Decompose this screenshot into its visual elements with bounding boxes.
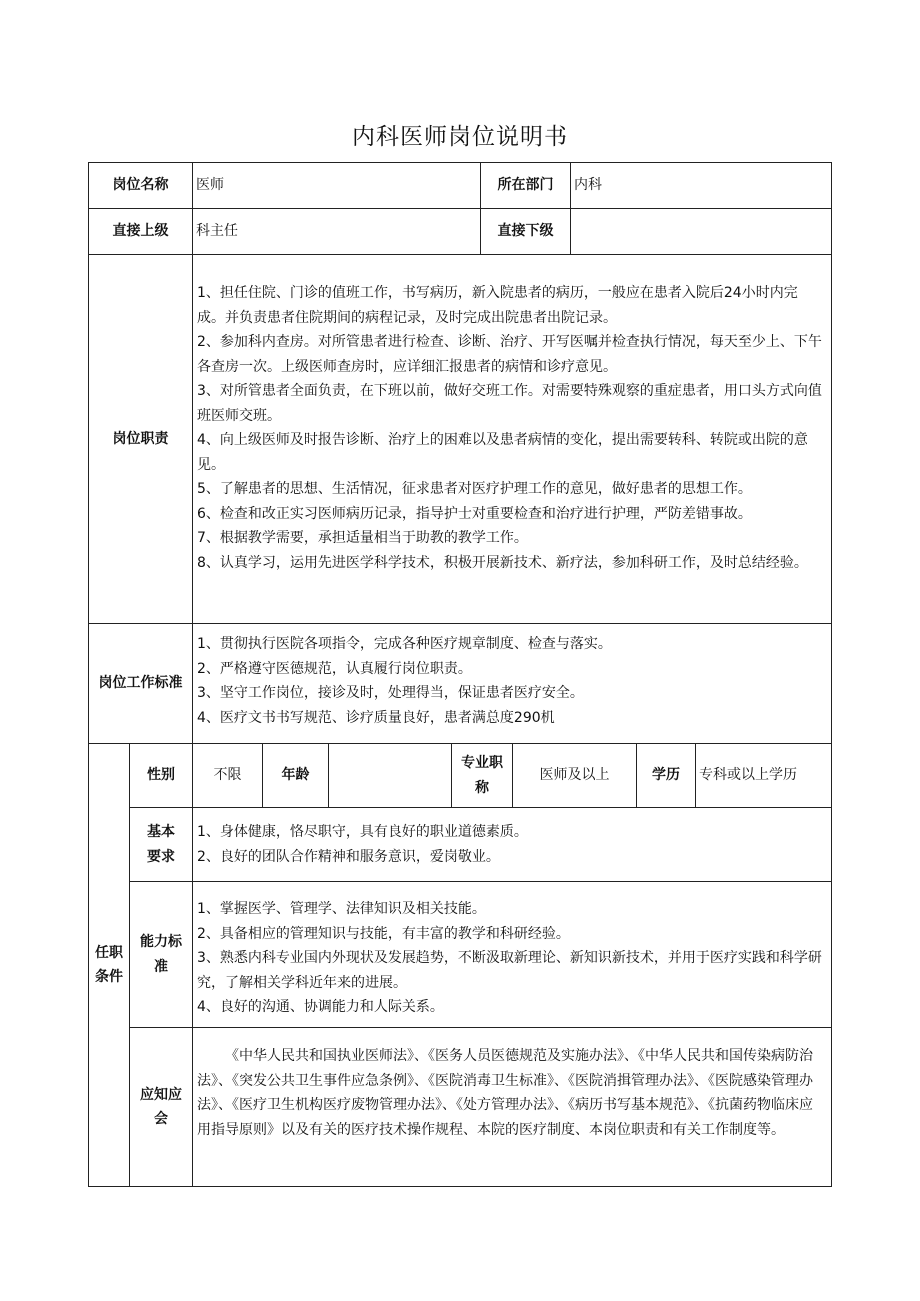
position-name-value: 医师: [196, 177, 224, 194]
standard-item: 3、坚守工作岗位，接诊及时，处理得当，保证患者医疗安全。: [197, 685, 584, 701]
duty-item: 2、参加科内查房。对所管患者进行检查、诊断、治疗、开写医嘱并检查执行情况，每天至少上、下午各查房一次。上级医师查房时，应详细汇报患者的病情和诊疗意见。: [197, 334, 822, 375]
gender-value: 不限: [213, 767, 242, 784]
duty-item: 3、对所管患者全面负责，在下班以前，做好交班工作。对需要特殊观察的重症患者，用口头方式向值班医师交班。: [197, 383, 822, 424]
standards-label: 岗位工作标准: [98, 675, 183, 692]
required-knowledge-text: [193, 1044, 831, 1142]
age-value: [329, 744, 451, 807]
duty-item: 7、根据教学需要，承担适量相当于助教的教学工作。: [197, 530, 528, 546]
duty-item: 8、认真学习，运用先进医学科学技术，积极开展新技术、新疗法，参加科研工作，及时总结经验。: [197, 554, 808, 571]
basic-requirement-item: 1、身体健康，恪尽职守，具有良好的职业道德素质。: [197, 824, 528, 840]
duty-item: 6、检查和改正实习医师病历记录，指导护士对重要检查和治疗进行护理，严防差错事故。: [197, 505, 752, 522]
duties-label: 岗位职责: [112, 430, 169, 447]
page-title: 内科医师岗位说明书: [352, 124, 568, 150]
basic-requirements-label: 基本要求: [147, 824, 175, 865]
professional-title-label: 专业职称: [461, 755, 503, 796]
subordinate-label: 直接下级: [497, 223, 554, 240]
superior-label: 直接上级: [112, 223, 169, 240]
superior-value: 科主任: [196, 223, 238, 240]
duty-item: 1、担任住院、门诊的值班工作，书写病历，新入院患者的病历，一般应在患者入院后24小时内完成。并负责患者住院期间的病程记录，及时完成出院患者出院记录。: [197, 285, 798, 326]
ability-standard-label: 能力标准: [140, 934, 182, 975]
duties-list: [193, 281, 831, 575]
ability-standard-list: [193, 897, 831, 1020]
basic-requirement-item: 2、良好的团队合作精神和服务意识，爱岗敬业。: [197, 848, 500, 865]
professional-title-value: 医师及以上: [539, 767, 610, 784]
standard-item: 2、严格遵守医德规范，认真履行岗位职责。: [197, 660, 472, 677]
department-label: 所在部门: [497, 177, 554, 194]
ability-item: 2、具备相应的管理知识与技能，有丰富的教学和科研经验。: [197, 925, 570, 942]
standard-item: 1、贯彻执行医院各项指令，完成各种医疗规章制度、检查与落实。: [197, 636, 612, 652]
standard-item: 4、医疗文书书写规范、诊疗质量良好，患者满总度290机: [197, 709, 555, 726]
knowledge-paragraph: 《中华人民共和国执业医师法》、《医务人员医德规范及实施办法》、《中华人民共和国传染病防治法》、《突发公共卫生事件应急条例》、《医院消毒卫生标准》、《医院消揖管理办法》、《医院感染管理办法》、《医疗卫生机构医疗废物管理办法》、《处方管理办法》、《病历书写基本规范》、《抗菌药物临床应用指导原则》以及有关的医疗技术操作规程、本院的医疗制度、本岗位职责和有关工作制度等。: [197, 1048, 813, 1138]
department-value: 内科: [574, 177, 602, 194]
duty-item: 5、了解患者的思想、生活情况，征求患者对医疗护理工作的意见，做好患者的思想工作。: [197, 481, 752, 497]
duty-item: 4、向上级医师及时报告诊断、治疗上的困难以及患者病情的变化，提出需要转科、转院或出院的意见。: [197, 432, 808, 473]
basic-requirements-list: [193, 820, 831, 869]
qualifications-label: 任职条件: [95, 944, 123, 985]
gender-label: 性别: [147, 767, 175, 784]
subordinate-value: [571, 209, 831, 254]
ability-item: 3、熟悉内科专业国内外现状及发展趋势，不断汲取新理论、新知识新技术，并用于医疗实践和科学研究，了解相关学科近年来的进展。: [197, 950, 822, 991]
required-knowledge-label: 应知应会: [140, 1086, 182, 1127]
standards-list: [193, 632, 831, 730]
position-name-label: 岗位名称: [112, 177, 169, 194]
education-value: 专科或以上学历: [699, 767, 797, 784]
age-label: 年龄: [281, 767, 310, 784]
ability-item: 1、掌握医学、管理学、法律知识及相关技能。: [197, 901, 486, 917]
ability-item: 4、良好的沟通、协调能力和人际关系。: [197, 999, 444, 1015]
education-label: 学历: [652, 767, 680, 784]
